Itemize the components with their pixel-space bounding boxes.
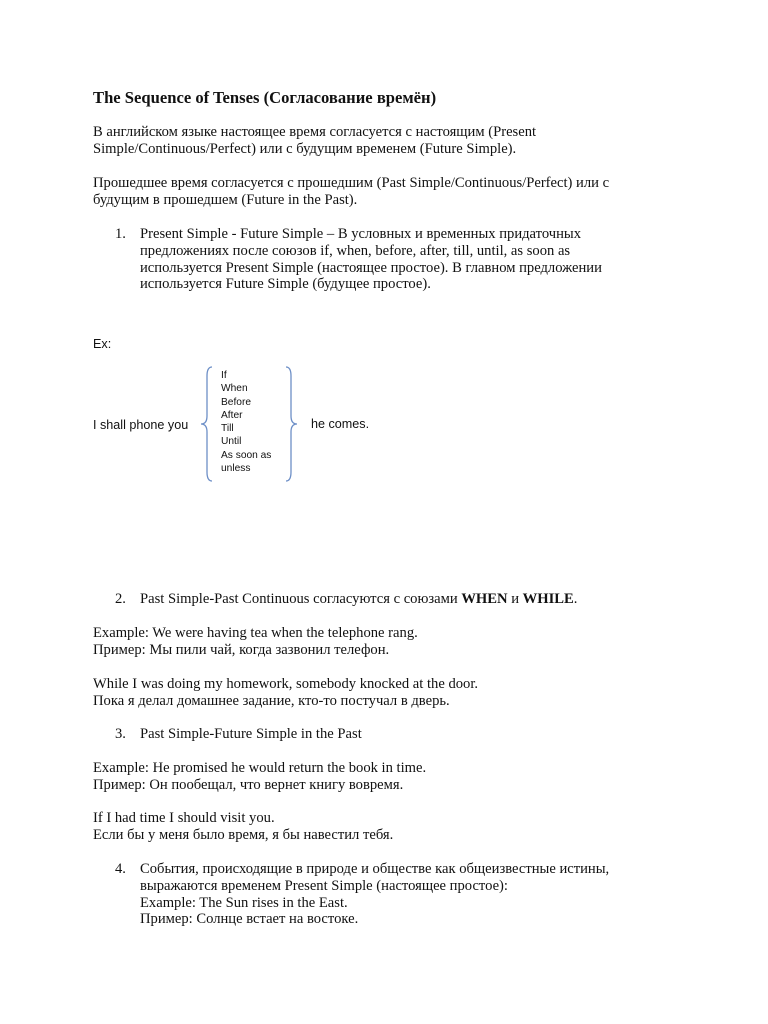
text-line: используется Present Simple (настоящее простое). В главном предложении (140, 259, 602, 276)
right-brace-icon (281, 364, 299, 484)
text-line: используется Future Simple (будущее простое). (140, 276, 431, 293)
text-line: Пример: Он пообещал, что вернет книгу вовремя. (93, 776, 404, 793)
text-line: События, происходящие в природе и обществе как общеизвестные истины, (140, 861, 610, 877)
list-number-1: 1. (115, 226, 126, 242)
text-line: Пример: Солнце встает на востоке. (140, 911, 359, 928)
rule-2-text-after: . (573, 591, 578, 607)
rule-3-example-2 (93, 810, 693, 844)
rule-2-example-1 (93, 625, 693, 659)
rule-2-when: WHEN (461, 591, 508, 607)
intro-paragraph-1 (93, 124, 693, 158)
conjunction-item: When (221, 383, 248, 395)
rule-1-text (140, 226, 700, 293)
conjunction-item: Till (221, 423, 234, 435)
text-line: Example: He promised he would return the book in time. (93, 760, 427, 776)
text-line: Present Simple - Future Simple – В условных и временных придаточных (140, 226, 582, 242)
conjunction-item: unless (221, 463, 251, 475)
main-clause: I shall phone you (93, 418, 189, 432)
conjunction-item: As soon as (221, 449, 272, 461)
rule-2-text-before: Past Simple-Past Continuous согласуются с союзами (140, 591, 462, 607)
text-line (140, 591, 700, 608)
conjunction-list (221, 369, 271, 475)
text-line: Пример: Мы пили чай, когда зазвонил телефон. (93, 641, 390, 658)
text-line: Пока я делал домашнее задание, кто-то постучал в дверь. (93, 692, 450, 709)
text-line: Simple/Continuous/Perfect) или с будущим временем (Future Simple). (93, 140, 517, 157)
rule-2-example-2 (93, 676, 693, 710)
text-line: Example: We were having tea when the telephone rang. (93, 625, 418, 641)
rule-2-text (140, 591, 700, 608)
conjunction-item: Before (221, 396, 252, 408)
conjunction-item: After (221, 409, 243, 421)
rule-3-text (140, 726, 700, 743)
text-line: предложениях после союзов if, when, before, after, till, until, as soon as (140, 242, 571, 259)
conjunction-item: If (221, 370, 227, 381)
text-line: Example: The Sun rises in the East. (140, 894, 348, 911)
rule-2-text-middle: и (507, 591, 523, 607)
list-number-2: 2. (115, 591, 126, 607)
text-line: Past Simple-Future Simple in the Past (140, 726, 362, 742)
rule-4-text (140, 861, 700, 928)
left-brace-icon (199, 364, 217, 484)
text-line: выражаются временем Present Simple (настоящее простое): (140, 877, 508, 894)
intro-paragraph-2 (93, 175, 693, 209)
text-line: If I had time I should visit you. (93, 810, 275, 826)
example-label: Ex: (93, 337, 112, 351)
text-line: Прошедшее время согласуется с прошедшим (Past Simple/Continuous/Perfect) или с (93, 175, 610, 191)
text-line: While I was doing my homework, somebody knocked at the door. (93, 676, 479, 692)
rule-2-while: WHILE (522, 591, 574, 607)
document-title: The Sequence of Tenses (Согласование времён) (93, 88, 437, 107)
text-line: В английском языке настоящее время согласуется с настоящим (Present (93, 124, 537, 140)
text-line: Если бы у меня было время, я бы навестил тебя. (93, 826, 394, 843)
list-number-4: 4. (115, 861, 126, 877)
rule-3-example-1 (93, 760, 693, 794)
text-line: будущим в прошедшем (Future in the Past). (93, 191, 358, 208)
sub-clause: he comes. (311, 417, 370, 431)
conjunction-item: Until (221, 436, 242, 448)
list-number-3: 3. (115, 726, 126, 742)
